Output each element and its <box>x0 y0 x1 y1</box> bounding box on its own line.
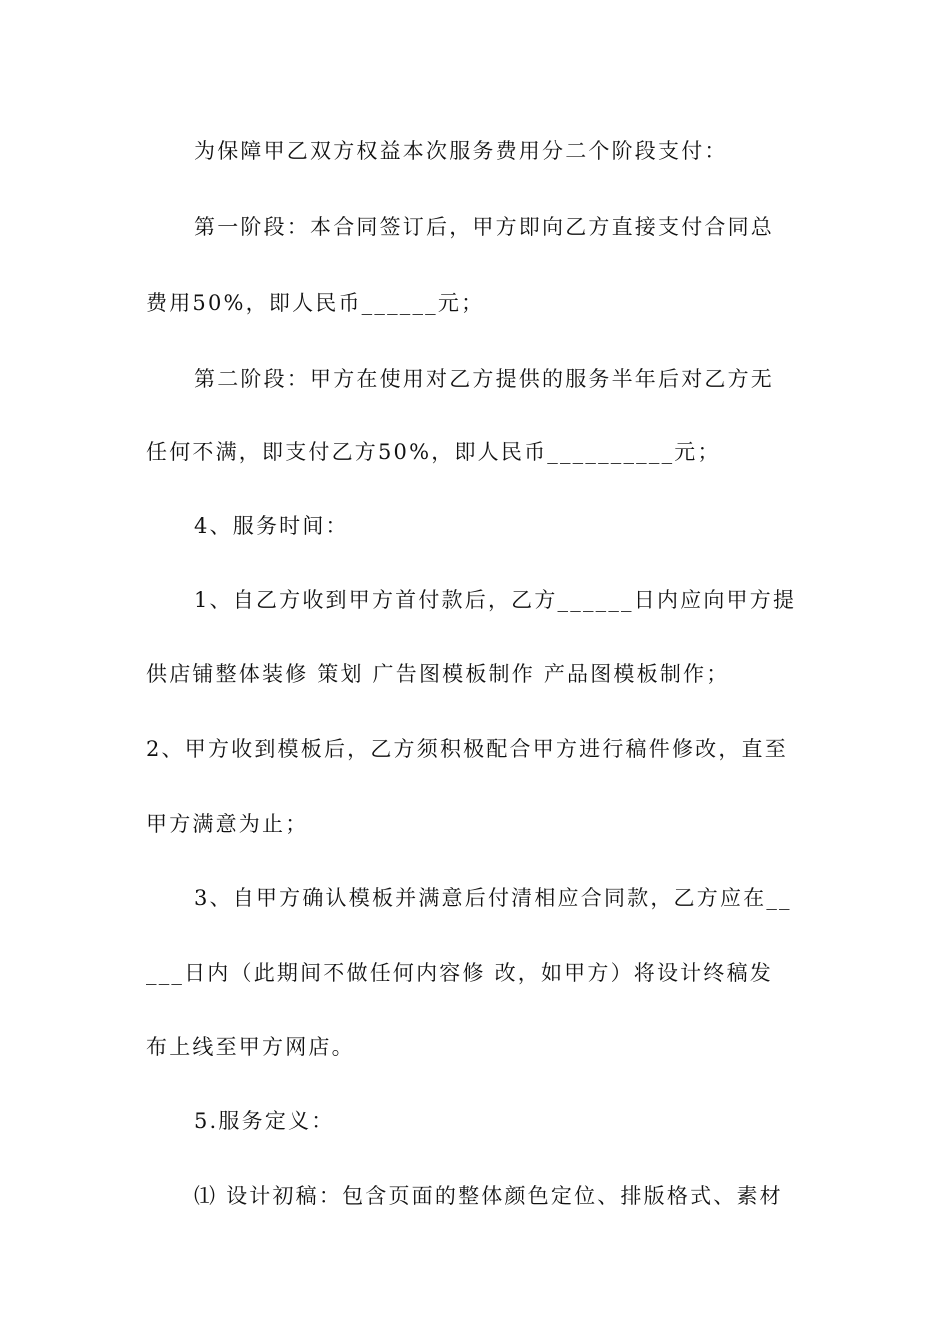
paragraph-stage-two-line-1: 第二阶段：甲方在使用对乙方提供的服务半年后对乙方无 <box>194 367 774 391</box>
paragraph-stage-two-line-2: 任何不满，即支付乙方50%，即人民币__________元； <box>146 440 721 464</box>
definition-item-1-line-1: ⑴ 设计初稿：包含页面的整体颜色定位、排版格式、素材 <box>194 1184 783 1208</box>
clause-3-line-3: 布上线至甲方网店。 <box>146 1035 355 1059</box>
paragraph-stage-one-line-1: 第一阶段：本合同签订后，甲方即向乙方直接支付合同总 <box>194 215 774 239</box>
clause-1-line-1: 1、自乙方收到甲方首付款后，乙方______日内应向甲方提 <box>194 588 797 612</box>
clause-2-line-1: 2、甲方收到模板后，乙方须积极配合甲方进行稿件修改，直至 <box>146 737 788 761</box>
clause-2-line-2: 甲方满意为止； <box>146 812 309 836</box>
section-heading-service-time: 4、服务时间： <box>194 514 349 538</box>
clause-1-line-2: 供店铺整体装修 策划 广告图模板制作 产品图模板制作； <box>146 662 730 686</box>
clause-3-line-2: ___日内（此期间不做任何内容修 改，如甲方）将设计终稿发 <box>146 961 773 985</box>
section-heading-service-definition: 5.服务定义： <box>194 1109 335 1133</box>
clause-3-line-1: 3、自甲方确认模板并满意后付清相应合同款，乙方应在__ <box>194 886 792 910</box>
paragraph-payment-intro: 为保障甲乙双方权益本次服务费用分二个阶段支付： <box>194 139 728 163</box>
paragraph-stage-one-line-2: 费用50%，即人民币______元； <box>146 291 485 315</box>
